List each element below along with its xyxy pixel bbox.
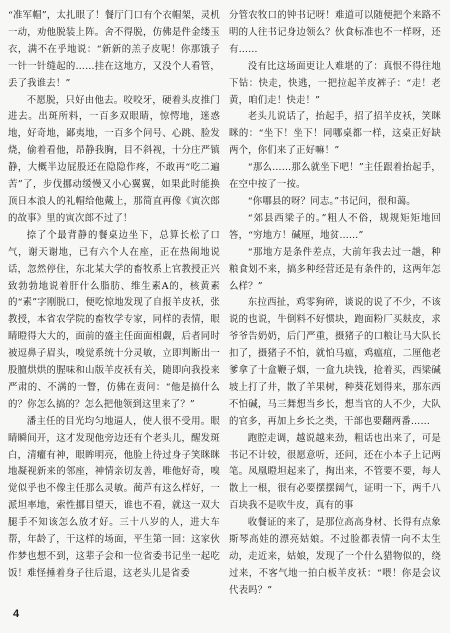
left-column — [8, 8, 220, 583]
right-column — [229, 8, 441, 600]
paragraph: “你哪县的呀？同志。”书记问，很和蔼。 — [247, 195, 416, 207]
paragraph: “那地方是条件差点，大前年我去过一趟，种粮食划不来，搞多种经营还是有条件的，这两年怎么样？” — [229, 246, 441, 292]
paragraph: “准军帽”，太扎眼了！餐厅门口有个衣帽架，灵机一动，劝他脱装上阵。舍不得脱，仿佛是件金缕玉衣，满不在乎地说：“新新的羔子皮呢！你那饿子一针一针缝起的……挂在这地方，又没个人看管，丢了我谁去！” — [8, 10, 220, 89]
paragraph: 没有比这场面更让人难堪的了：真恨不得往地下钻：快走，快逃，一把拉起羊皮裤子：“走！老黄，咱们走！快走！” — [229, 60, 441, 106]
paragraph: 收餐证的来了，是那位高高身材、长得有点象斯琴高娃的漂亮姑娘。不过脸都表情一向不太生动，走近来，姑娘，发现了一个什么猎物似的，绕过来，不客气地一拍白板羊皮袄：“喂！你是会议代表吗？” — [229, 517, 441, 596]
paragraph: 老头儿说话了，抬起手，招了招羊皮袄，笑眯眯的：“坐下！坐下！同哪桌都一样，这桌正好缺两个，你们来了正好嘛！” — [229, 111, 441, 157]
paragraph: “郊县西梁子的。”粗人不俗，规规矩矩地回答，“穷地方！碱厘，地贫……” — [229, 212, 441, 241]
paragraph: 潘主任的目光均匀地逼人，使人很不受用。眼睛瞬间开，这才发现他旁边还有个老头儿，醒发斑白，清癯有神，眼眸明亮，他脸上待过身子笑眯眯地凝视新来的邻座，神情亲切友善，唯他好奇，嗅觉似乎也不像主任那么灵敏。蔺芦有这么样好，一派坦率地，索性挪目望天，谁也不看，就这一双大腿手不知该怎么放才好。三十八岁的人，进大车帮，年龄了，干这样的场面，平生第一回：这家伙作梦也想不到，这辈子会和一位省委书记坐一起吃饭！难怪捶着身子往后退，这老头儿是省委 — [8, 415, 220, 579]
page-number: 4 — [13, 608, 20, 620]
paragraph: 分管农牧口的钟书记呀！难道可以随便把个来路不明的人往书记身边领么？伙食标准也不一样呀，还有…… — [229, 10, 441, 55]
paragraph: 东拉西扯，鸡零狗碎，谈说的说了不少，不该说的也说，牛倒料不好惯块，跑面粉厂买麸皮，求爷爷告奶奶，后门严重，摄猪子的口粮让马大队长扣了，摄猪子不怕，就怕马瘟，鸡瘟疽，二厘他老爹拿了十盒鞭子烟，一盒九块钱，抢着买，西梁碱坡上打了井，散了羊果树，种葵花划得来，那东西不怕碱，马三舞想当乡长，想当官的人不少，大队的官多，再加上乡长之类，干部也要翻两番…… — [229, 297, 441, 427]
paragraph: 捺了个最背静的餐桌边坐下，总算长松了口气，谢天谢地，已有六个人在座，正在热闹地说话，忽然停住，东北某大学的畜牧系上官教授正兴致勃勃地说着肝什么脂肪、维生素A的，核黄素的“素”字刚脱口，便吃惊地发现了自报羊皮袄，张教授，本省农学院的畜牧学专家，同样的表情，眼睛瞪得大大的，面前的盛主任面面相觑，后者同时被逗鼻子眉头，嗅觉系统十分灵敏，立即判断出一股膻烘烘的腥味和山版羊皮袄有关，随即向我投来严肃的、不满的一瞥，仿佛在责问：“他是搞什么的？你怎么搞的？怎么把他领到这里来了？” — [8, 229, 220, 410]
paragraph: 跑腔走调，越说越来劲，粗话也出来了，可是书记不计较，很愿意听，还问，还在小本子上记两笔。凤凰瞪坦起来了，掏出来，不管要不要，每人散上一根，很有必要摆摆阔气，证明一下，两千八百块我不是吹牛皮，真有的事 — [229, 432, 441, 512]
paragraph: 不愿脱，只好由他去。咬咬牙，硬着头皮推门进去。出斑所料，一百多双眼睛，惊愕地，迷惑地，好奇地，鄙夷地，一百多个问号、心跳、脸发烧，偷着看他，昂静我胸，目不斜视，十分庄严镇静，大概半边屁股还在隐隐作疼，不敢再“吃二遍苦”了，步伐挪动缓慢又小心翼翼，如果此时能换顶日本浪人的礼帽给他戴上，那简直再像《寅次郎的故事》里的寅次郎不过了！ — [8, 94, 220, 224]
paragraph: “那么……那么就坐下吧！”主任跟着抬起手，在空中按了一按。 — [229, 162, 441, 191]
